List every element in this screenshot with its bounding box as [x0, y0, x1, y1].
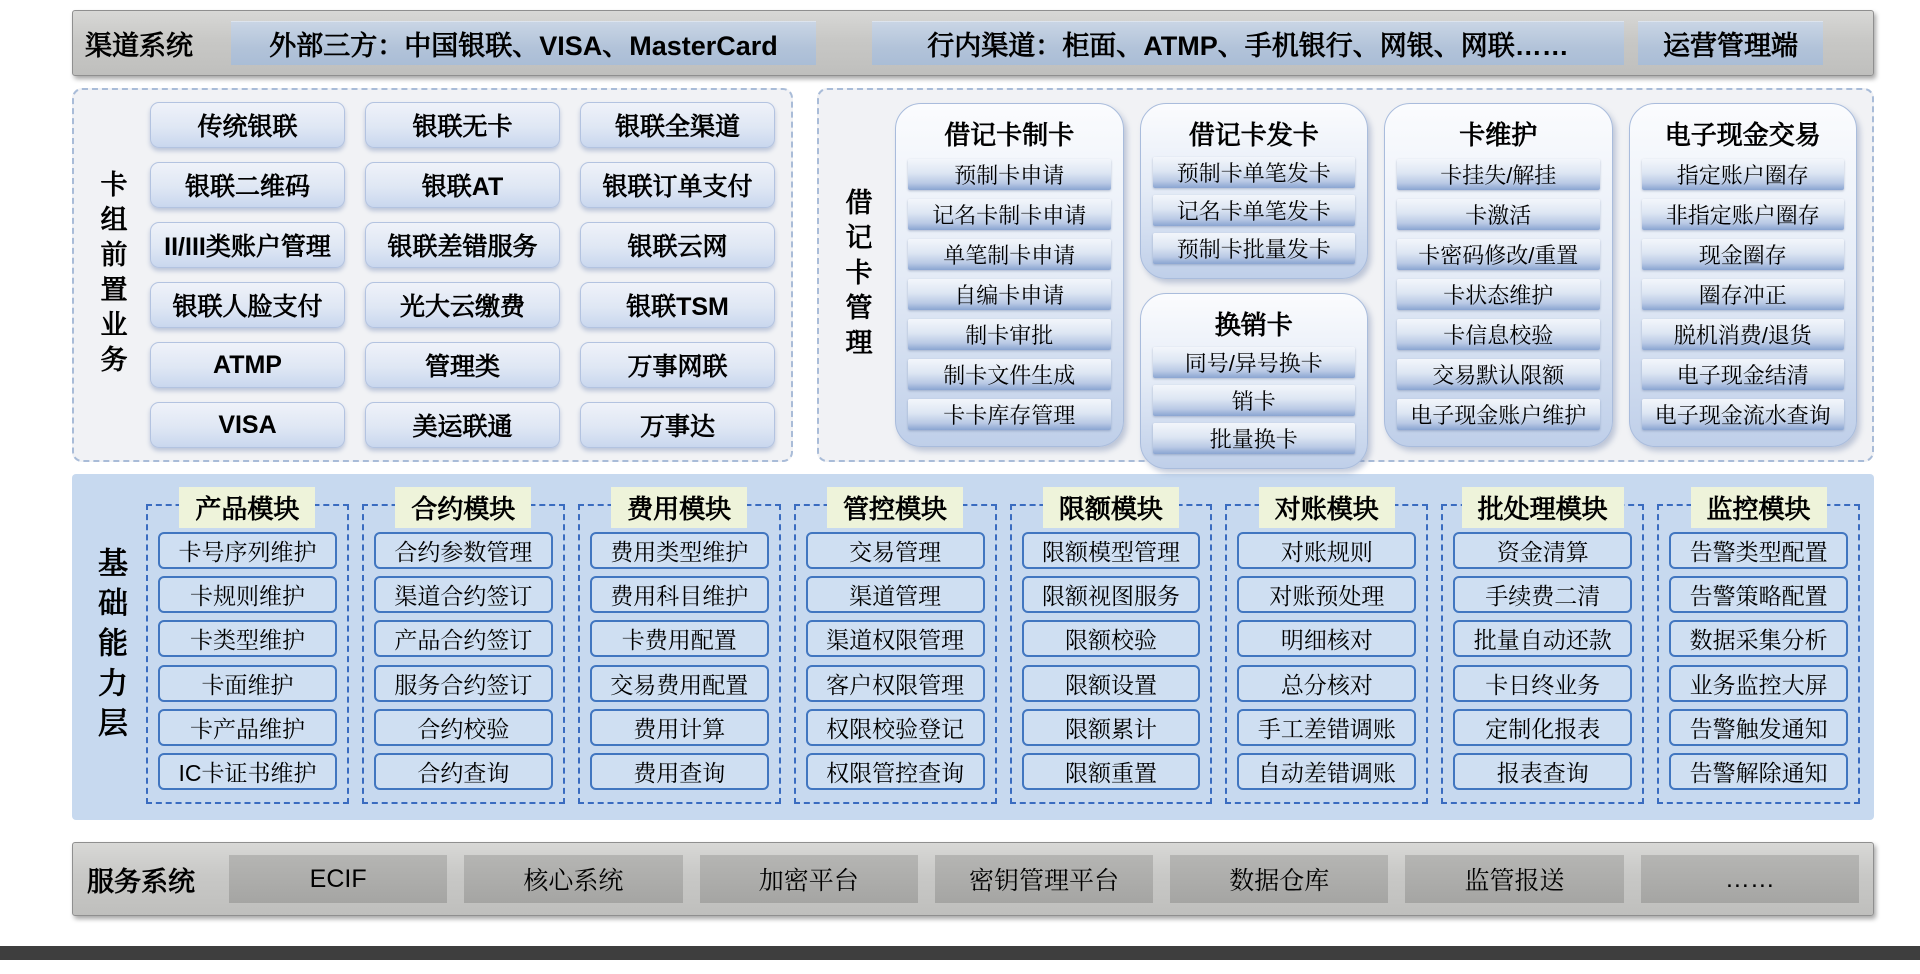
module-item[interactable]: 告警类型配置: [1669, 532, 1848, 569]
service-system-button[interactable]: ECIF: [229, 855, 447, 903]
module-item[interactable]: 交易管理: [806, 532, 985, 569]
debit-group-items: [908, 157, 1111, 432]
service-system-button[interactable]: ……: [1641, 855, 1859, 903]
debit-item[interactable]: 制卡审批: [908, 319, 1111, 350]
module-header: 管控模块: [827, 487, 963, 528]
card-front-item[interactable]: 银联AT: [365, 162, 560, 208]
base-layer-label: 基础能力层: [93, 547, 126, 747]
module-item[interactable]: 费用查询: [590, 753, 769, 790]
debit-group: [1384, 103, 1613, 447]
internal-channels-button[interactable]: 行内渠道：柜面、ATMP、手机银行、网银、网联……: [872, 21, 1624, 65]
card-front-item[interactable]: 银联TSM: [580, 282, 775, 328]
service-system-button[interactable]: 核心系统: [464, 855, 682, 903]
module-column: [1225, 494, 1428, 804]
module-item[interactable]: 交易费用配置: [590, 665, 769, 702]
card-front-item[interactable]: 万事达: [580, 402, 775, 448]
debit-item[interactable]: 指定账户圈存: [1642, 159, 1845, 190]
module-item[interactable]: 服务合约签订: [374, 665, 553, 702]
debit-group-items: [1642, 157, 1845, 432]
debit-group-title: 借记卡制卡: [944, 120, 1075, 150]
debit-group-items: [1153, 347, 1356, 454]
debit-column: [1629, 103, 1858, 447]
module-item[interactable]: 卡日终业务: [1453, 665, 1632, 702]
card-front-item[interactable]: 美运联通: [365, 402, 560, 448]
module-column: [578, 494, 781, 804]
module-item[interactable]: 定制化报表: [1453, 709, 1632, 746]
debit-group: [1629, 103, 1858, 447]
module-column: [1010, 494, 1213, 804]
debit-column: [895, 103, 1124, 447]
debit-group-items: [1397, 157, 1600, 432]
module-item[interactable]: 合约查询: [374, 753, 553, 790]
debit-item[interactable]: 单笔制卡申请: [908, 239, 1111, 270]
module-column: [1657, 494, 1860, 804]
debit-item[interactable]: 电子现金流水查询: [1642, 399, 1845, 430]
module-item[interactable]: 卡类型维护: [158, 620, 337, 657]
service-bar-label: 服务系统: [87, 866, 195, 897]
module-item[interactable]: 限额视图服务: [1022, 576, 1201, 613]
external-channels-button[interactable]: 外部三方：中国银联、VISA、MasterCard: [231, 21, 816, 65]
debit-item[interactable]: 圈存冲正: [1642, 279, 1845, 310]
debit-item[interactable]: 卡信息校验: [1397, 319, 1600, 350]
module-column: [146, 494, 349, 804]
module-item[interactable]: 对账规则: [1237, 532, 1416, 569]
module-header: 产品模块: [179, 487, 315, 528]
architecture-diagram: [72, 10, 1874, 916]
module-item[interactable]: 卡规则维护: [158, 576, 337, 613]
module-item[interactable]: 对账预处理: [1237, 576, 1416, 613]
module-item[interactable]: 费用科目维护: [590, 576, 769, 613]
card-front-item[interactable]: ATMP: [150, 342, 345, 388]
debit-group: [1140, 103, 1369, 279]
debit-item[interactable]: 卡密码修改/重置: [1397, 239, 1600, 270]
card-front-item[interactable]: 银联二维码: [150, 162, 345, 208]
module-item[interactable]: 手工差错调账: [1237, 709, 1416, 746]
debit-item[interactable]: 批量换卡: [1153, 423, 1356, 454]
debit-group-title: 借记卡发卡: [1188, 120, 1319, 150]
module-item[interactable]: 告警解除通知: [1669, 753, 1848, 790]
debit-item[interactable]: 电子现金账户维护: [1397, 399, 1600, 430]
module-item[interactable]: 费用计算: [590, 709, 769, 746]
debit-group-title: 卡维护: [1459, 120, 1538, 150]
module-item[interactable]: 卡面维护: [158, 665, 337, 702]
debit-item[interactable]: 卡卡库存管理: [908, 399, 1111, 430]
service-system-button[interactable]: 加密平台: [700, 855, 918, 903]
card-front-item[interactable]: 银联云网: [580, 222, 775, 268]
card-front-panel-label: 卡组前置业务: [96, 170, 127, 380]
module-item[interactable]: 数据采集分析: [1669, 620, 1848, 657]
bottom-dark-stripe: [0, 946, 1920, 960]
card-front-item[interactable]: 银联全渠道: [580, 102, 775, 148]
debit-item[interactable]: 预制卡批量发卡: [1153, 233, 1356, 264]
debit-item[interactable]: 现金圈存: [1642, 239, 1845, 270]
module-header: 合约模块: [395, 487, 531, 528]
card-front-item[interactable]: 银联订单支付: [580, 162, 775, 208]
service-system-button[interactable]: 监管报送: [1405, 855, 1623, 903]
debit-item[interactable]: 自编卡申请: [908, 279, 1111, 310]
debit-item[interactable]: 电子现金结清: [1642, 359, 1845, 390]
debit-item[interactable]: 卡挂失/解挂: [1397, 159, 1600, 190]
module-item[interactable]: 渠道管理: [806, 576, 985, 613]
card-front-item[interactable]: 银联人脸支付: [150, 282, 345, 328]
debit-item[interactable]: 记名卡单笔发卡: [1153, 195, 1356, 226]
module-item[interactable]: 限额设置: [1022, 665, 1201, 702]
module-item[interactable]: 卡产品维护: [158, 709, 337, 746]
module-item[interactable]: 限额校验: [1022, 620, 1201, 657]
card-front-panel: [72, 88, 793, 462]
module-item[interactable]: IC卡证书维护: [158, 753, 337, 790]
debit-group-title: 电子现金交易: [1664, 120, 1821, 150]
module-header: 批处理模块: [1462, 487, 1624, 528]
channel-bar: [72, 10, 1874, 76]
module-item[interactable]: 业务监控大屏: [1669, 665, 1848, 702]
module-header: 监控模块: [1691, 487, 1827, 528]
debit-item[interactable]: 卡激活: [1397, 199, 1600, 230]
module-item[interactable]: 卡费用配置: [590, 620, 769, 657]
card-front-item[interactable]: 银联无卡: [365, 102, 560, 148]
debit-group-title: 换销卡: [1214, 310, 1293, 340]
ops-management-button[interactable]: 运营管理端: [1638, 21, 1823, 65]
module-column: [794, 494, 997, 804]
module-column: [362, 494, 565, 804]
debit-card-panel-label: 借记卡管理: [841, 187, 872, 363]
card-front-item[interactable]: 传统银联: [150, 102, 345, 148]
module-item[interactable]: 渠道权限管理: [806, 620, 985, 657]
module-item[interactable]: 总分核对: [1237, 665, 1416, 702]
module-item[interactable]: 卡号序列维护: [158, 532, 337, 569]
module-column: [1441, 494, 1644, 804]
service-system-button[interactable]: 数据仓库: [1170, 855, 1388, 903]
card-front-item[interactable]: 光大云缴费: [365, 282, 560, 328]
debit-group-items: [1153, 157, 1356, 264]
debit-card-groups: [895, 103, 1857, 452]
module-item[interactable]: 产品合约签订: [374, 620, 553, 657]
debit-column: [1140, 103, 1369, 452]
debit-item[interactable]: 销卡: [1153, 385, 1356, 416]
middle-row: [72, 88, 1874, 462]
module-item[interactable]: 合约校验: [374, 709, 553, 746]
module-item[interactable]: 客户权限管理: [806, 665, 985, 702]
module-item[interactable]: 自动差错调账: [1237, 753, 1416, 790]
debit-item[interactable]: 预制卡单笔发卡: [1153, 157, 1356, 188]
card-front-item[interactable]: 万事网联: [580, 342, 775, 388]
debit-group: [1140, 293, 1369, 469]
module-item[interactable]: 明细核对: [1237, 620, 1416, 657]
module-item[interactable]: 告警策略配置: [1669, 576, 1848, 613]
card-front-grid: [150, 102, 775, 448]
card-front-item[interactable]: 银联差错服务: [365, 222, 560, 268]
debit-item[interactable]: 交易默认限额: [1397, 359, 1600, 390]
debit-item[interactable]: 非指定账户圈存: [1642, 199, 1845, 230]
service-bar: [72, 842, 1874, 916]
service-system-button[interactable]: 密钥管理平台: [935, 855, 1153, 903]
module-item[interactable]: 资金清算: [1453, 532, 1632, 569]
base-capability-layer: [72, 474, 1874, 820]
module-header: 对账模块: [1259, 487, 1395, 528]
module-item[interactable]: 限额累计: [1022, 709, 1201, 746]
debit-item[interactable]: 记名卡制卡申请: [908, 199, 1111, 230]
base-layer-modules: [146, 474, 1860, 820]
module-header: 费用模块: [611, 487, 747, 528]
channel-bar-label: 渠道系统: [85, 30, 193, 61]
card-front-item[interactable]: II/III类账户管理: [150, 222, 345, 268]
module-item[interactable]: 费用类型维护: [590, 532, 769, 569]
module-item[interactable]: 批量自动还款: [1453, 620, 1632, 657]
debit-group: [895, 103, 1124, 447]
debit-item[interactable]: 同号/异号换卡: [1153, 347, 1356, 378]
module-item[interactable]: 告警触发通知: [1669, 709, 1848, 746]
module-item[interactable]: 限额模型管理: [1022, 532, 1201, 569]
debit-item[interactable]: 卡状态维护: [1397, 279, 1600, 310]
module-item[interactable]: 渠道合约签订: [374, 576, 553, 613]
debit-card-panel: [817, 88, 1874, 462]
module-header: 限额模块: [1043, 487, 1179, 528]
module-item[interactable]: 手续费二清: [1453, 576, 1632, 613]
debit-item[interactable]: 制卡文件生成: [908, 359, 1111, 390]
debit-column: [1384, 103, 1613, 447]
module-item[interactable]: 权限管控查询: [806, 753, 985, 790]
module-item[interactable]: 合约参数管理: [374, 532, 553, 569]
debit-item[interactable]: 脱机消费/退货: [1642, 319, 1845, 350]
card-front-item[interactable]: 管理类: [365, 342, 560, 388]
card-front-item[interactable]: VISA: [150, 402, 345, 448]
debit-item[interactable]: 预制卡申请: [908, 159, 1111, 190]
module-item[interactable]: 权限校验登记: [806, 709, 985, 746]
service-buttons: [229, 855, 1859, 903]
module-item[interactable]: 限额重置: [1022, 753, 1201, 790]
module-item[interactable]: 报表查询: [1453, 753, 1632, 790]
